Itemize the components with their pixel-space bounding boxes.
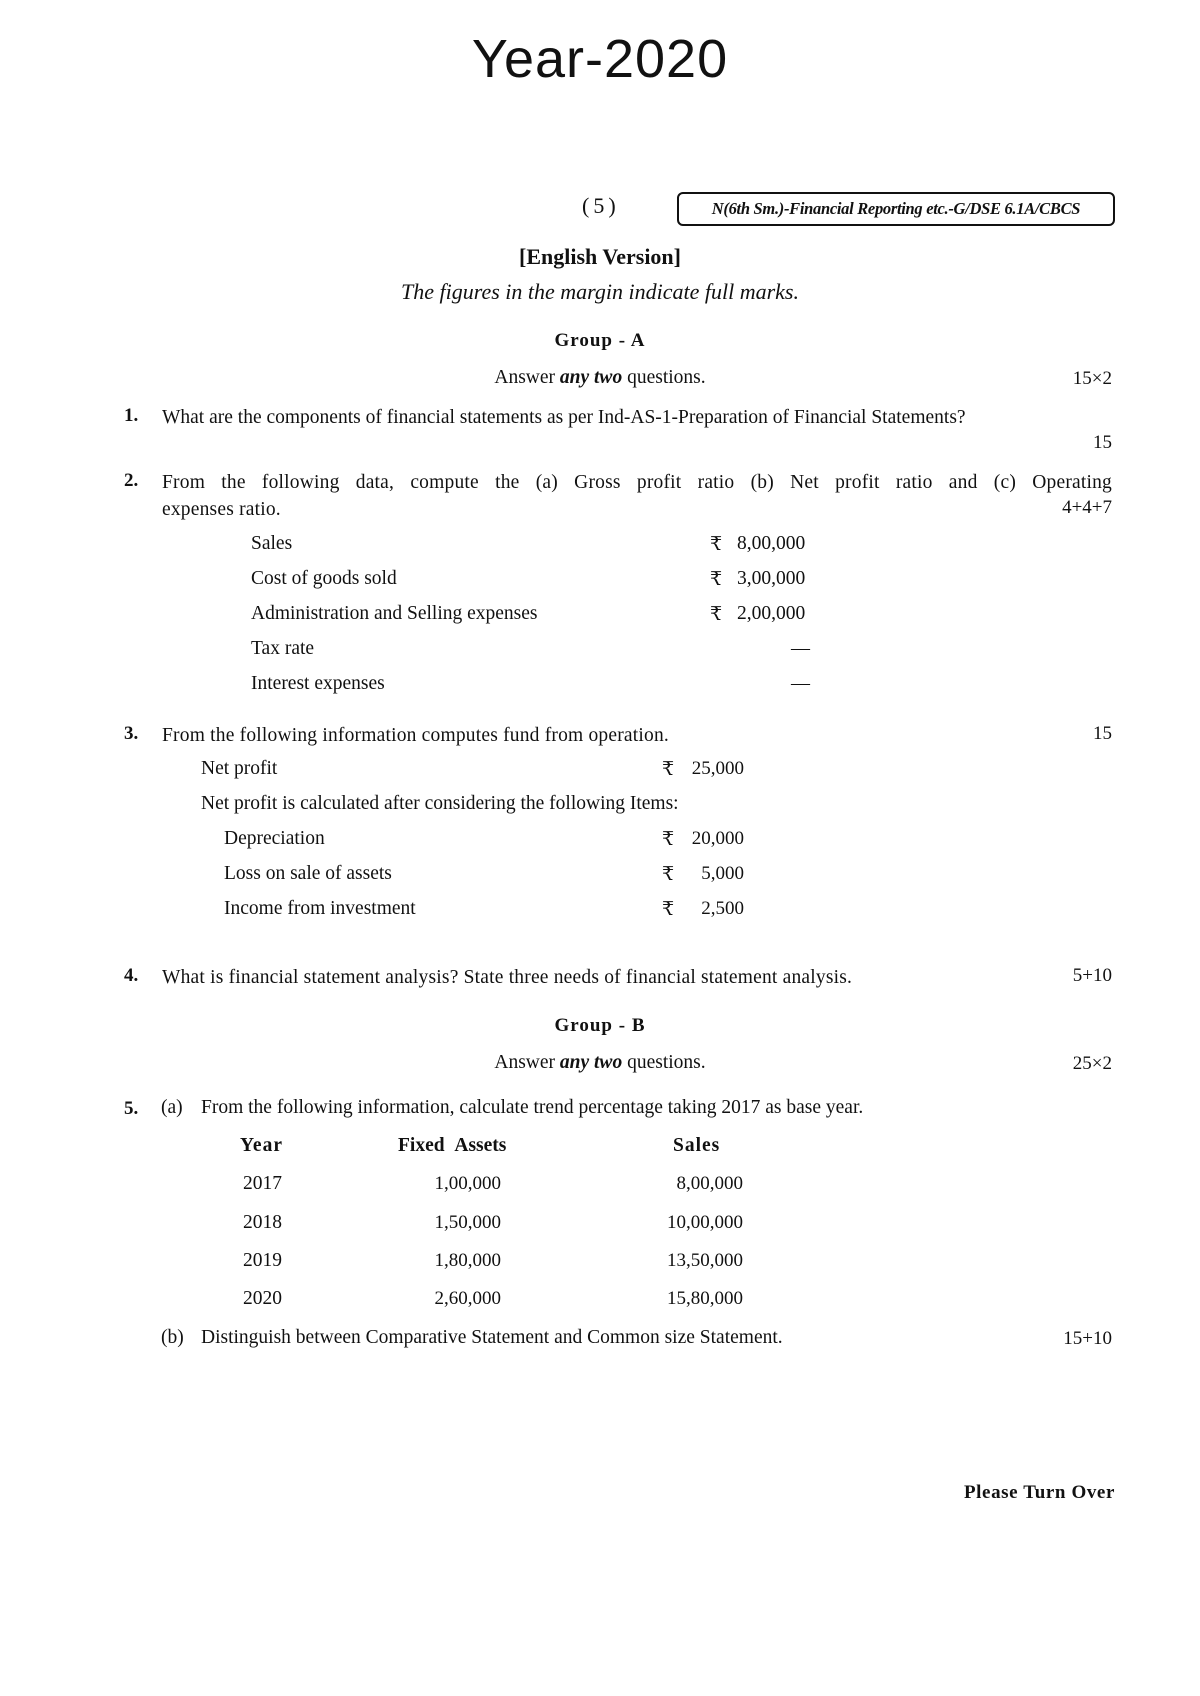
- part-a-label: (a): [161, 1097, 183, 1118]
- page-number: (5): [582, 193, 620, 218]
- question-1-marks: 15: [1093, 432, 1112, 453]
- question-2-text-line2: expenses ratio.: [162, 499, 281, 520]
- q3-item-amount: 5,000: [701, 863, 744, 884]
- question-2-marks: 4+4+7: [1062, 497, 1112, 518]
- rupee-symbol: ₹: [710, 569, 723, 590]
- table-cell-fixed-assets: 1,50,000: [434, 1212, 501, 1233]
- rupee-symbol: ₹: [710, 534, 723, 555]
- instruction-bold: any two: [559, 1052, 623, 1073]
- table-cell-sales: 15,80,000: [667, 1288, 743, 1309]
- q3-item-label: Depreciation: [224, 828, 325, 849]
- instruction-pre: Answer: [494, 367, 556, 388]
- table-cell-sales: 8,00,000: [676, 1173, 743, 1194]
- group-b-title: Group - B: [554, 1015, 646, 1036]
- q2-row-label: Interest expenses: [251, 673, 385, 694]
- table-cell-sales: 13,50,000: [667, 1250, 743, 1271]
- instruction-post: questions.: [627, 1052, 706, 1073]
- group-b-instruction: [0, 1052, 1200, 1074]
- part-a-text: From the following information, calculate trend percentage taking 2017 as base year.: [201, 1097, 864, 1118]
- q2-row-dash: —: [791, 673, 810, 694]
- group-a-title: Group - A: [554, 330, 646, 351]
- table-cell-fixed-assets: 1,00,000: [434, 1173, 501, 1194]
- net-profit-amount: 25,000: [691, 758, 744, 779]
- table-header-sales: Sales: [673, 1135, 721, 1156]
- part-b-label: (b): [161, 1327, 184, 1348]
- q2-row-amount: 3,00,000: [737, 568, 806, 589]
- rupee-symbol: ₹: [662, 759, 675, 780]
- question-5-number: 5.: [124, 1098, 139, 1119]
- instruction-post: questions.: [627, 367, 706, 388]
- group-a-instruction: [0, 367, 1200, 389]
- group-a-marks: 15×2: [1072, 368, 1112, 389]
- instruction-bold: any two: [559, 367, 623, 388]
- please-turn-over: Please Turn Over: [963, 1482, 1115, 1503]
- table-cell-year: 2019: [243, 1250, 282, 1271]
- rupee-symbol: ₹: [710, 604, 723, 625]
- q3-item-label: Income from investment: [224, 898, 416, 919]
- question-3-text: From the following information computes fund from operation.: [162, 725, 669, 746]
- net-profit-label: Net profit: [201, 758, 278, 779]
- table-cell-year: 2018: [243, 1212, 282, 1233]
- question-3-marks: 15: [1093, 723, 1112, 744]
- table-cell-fixed-assets: 1,80,000: [434, 1250, 501, 1271]
- q2-row-label: Tax rate: [251, 638, 315, 659]
- question-2-number: 2.: [124, 470, 139, 491]
- q3-item-label: Loss on sale of assets: [224, 863, 392, 884]
- instruction-pre: Answer: [494, 1052, 556, 1073]
- q3-item-amount: 2,500: [701, 898, 744, 919]
- paper-code-box: N(6th Sm.)-Financial Reporting etc.-G/DSE 6.1A/CBCS: [677, 192, 1115, 226]
- table-cell-fixed-assets: 2,60,000: [434, 1288, 501, 1309]
- question-4-marks: 5+10: [1072, 965, 1112, 986]
- rupee-symbol: ₹: [662, 899, 675, 920]
- rupee-symbol: ₹: [662, 829, 675, 850]
- table-cell-year: 2017: [243, 1173, 282, 1194]
- q2-row-label: Cost of goods sold: [251, 568, 397, 589]
- question-4-number: 4.: [124, 965, 139, 986]
- table-cell-year: 2020: [243, 1288, 282, 1309]
- year-title: Year-2020: [471, 29, 729, 89]
- items-intro: Net profit is calculated after considering the following Items:: [201, 793, 679, 814]
- rupee-symbol: ₹: [662, 864, 675, 885]
- q2-row-label: Sales: [251, 533, 293, 554]
- group-b-marks: 25×2: [1072, 1053, 1112, 1074]
- question-1-text: What are the components of financial statements as per Ind-AS-1-Preparation of Financial Statements?: [162, 407, 966, 428]
- part-b-text: Distinguish between Comparative Statement and Common size Statement.: [201, 1327, 783, 1348]
- table-cell-sales: 10,00,000: [667, 1212, 743, 1233]
- q2-row-amount: 2,00,000: [737, 603, 806, 624]
- q3-item-amount: 20,000: [691, 828, 744, 849]
- table-header-year: Year: [240, 1135, 283, 1156]
- table-header-fixed-assets: Fixed Assets: [398, 1135, 507, 1156]
- q2-row-label: Administration and Selling expenses: [251, 603, 538, 624]
- version-heading: [English Version]: [519, 244, 681, 269]
- q2-row-dash: —: [791, 638, 810, 659]
- question-2-text-line1: From the following data, compute the (a) Gross profit ratio (b) Net profit ratio and (c) Operating: [162, 472, 1112, 493]
- question-4-text: What is financial statement analysis? State three needs of financial statement analysis.: [162, 967, 853, 988]
- question-5-marks: 15+10: [1063, 1328, 1112, 1349]
- question-1-number: 1.: [124, 405, 139, 426]
- q2-row-amount: 8,00,000: [737, 533, 806, 554]
- question-3-number: 3.: [124, 723, 139, 744]
- marks-note: The figures in the margin indicate full marks.: [400, 279, 799, 304]
